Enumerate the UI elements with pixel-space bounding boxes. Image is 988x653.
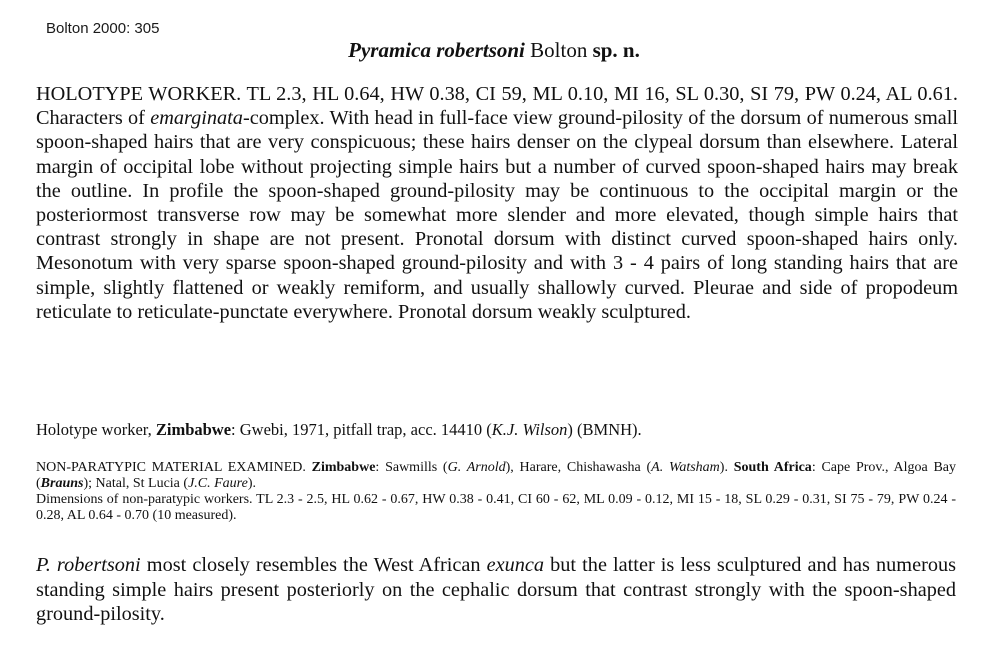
species-title	[0, 38, 988, 63]
species-name: Pyramica robertsoni	[348, 38, 525, 62]
worker-dimensions: Dimensions of non-paratypic workers. TL 2.3 - 2.5, HL 0.62 - 0.67, HW 0.38 - 0.41, CI 60 - 62, ML 0.09 - 0.12, MI 15 - 18, SL 0.29 - 0.31, SI 75 - 79, PW 0.24 - 0.28, AL 0.64 - 0.70 (10 measured).	[36, 492, 956, 523]
holotype-description	[36, 82, 958, 324]
material-locality-5: ); Natal, St Lucia (	[83, 476, 189, 491]
citation: Bolton 2000: 305	[46, 20, 160, 37]
comparison-text-1: most closely resembles the West African	[140, 554, 487, 576]
material-examined	[36, 460, 956, 492]
material-locality-3: ).	[719, 460, 734, 475]
material-locality-6: ).	[247, 476, 256, 491]
holotype-label: Holotype worker,	[36, 420, 156, 439]
material-collector-3: Brauns	[40, 476, 84, 491]
comparison-text-2: but the latter is less sculptured and has numerous standing simple hairs present posteriorly on the cephalic dorsum that contrast strongly with the spoon-shaped ground-pilosity.	[36, 554, 956, 625]
material-collector-2: A. Watsham	[651, 460, 720, 475]
description-text-1: HOLOTYPE WORKER. TL 2.3, HL 0.64, HW 0.38, CI 59, ML 0.10, MI 16, SL 0.30, SI 79, PW 0.24, AL 0.61. Characters of	[36, 83, 958, 130]
species-author: Bolton	[524, 38, 593, 62]
complex-name: emarginata	[150, 107, 243, 130]
material-country-2: South Africa	[733, 460, 812, 475]
holotype-country: Zimbabwe	[155, 420, 232, 439]
comparison-other-species: exunca	[486, 554, 545, 576]
species-status: sp. n.	[592, 38, 640, 62]
material-locality-1: : Sawmills (	[375, 460, 448, 475]
holotype-record	[36, 420, 956, 440]
material-country-1: Zimbabwe	[311, 460, 376, 475]
comparison-species: P. robertsoni	[36, 554, 141, 576]
material-locality-4: : Cape Prov., Algoa Bay (	[36, 460, 957, 491]
holotype-collector: K.J. Wilson	[491, 420, 568, 439]
material-collector-4: J.C. Faure	[188, 476, 248, 491]
holotype-repository: ) (BMNH).	[567, 420, 642, 439]
material-heading: NON-PARATYPIC MATERIAL EXAMINED.	[36, 460, 312, 475]
species-comparison	[36, 553, 956, 627]
description-text-2: -complex. With head in full-face view ground-pilosity of the dorsum of numerous small spoon-shaped hairs that are very conspicuous; these hairs denser on the clypeal dorsum than elsewhere. Lateral margin of occipital lobe without projecting simple hairs but a number of curved spoon-shaped hairs may break the outline. In profile the spoon-shaped ground-pilosity may be continuous to the occipital margin or the posteriormost transverse row may be somewhat more slender and more elevated, though simple hairs that contrast strongly in shape are not present. Pronotal dorsum with distinct curved spoon-shaped hairs only. Mesonotum with very sparse spoon-shaped ground-pilosity and with 3 - 4 pairs of long standing hairs that are simple, slightly flattened or weakly remiform, and usually shallowly curved. Pleurae and side of propodeum reticulate to reticulate-punctate everywhere. Pronotal dorsum weakly sculptured.	[36, 107, 958, 323]
holotype-details: : Gwebi, 1971, pitfall trap, acc. 14410 (	[231, 420, 492, 439]
material-locality-2: ), Harare, Chishawasha (	[505, 460, 652, 475]
material-collector-1: G. Arnold	[447, 460, 506, 475]
